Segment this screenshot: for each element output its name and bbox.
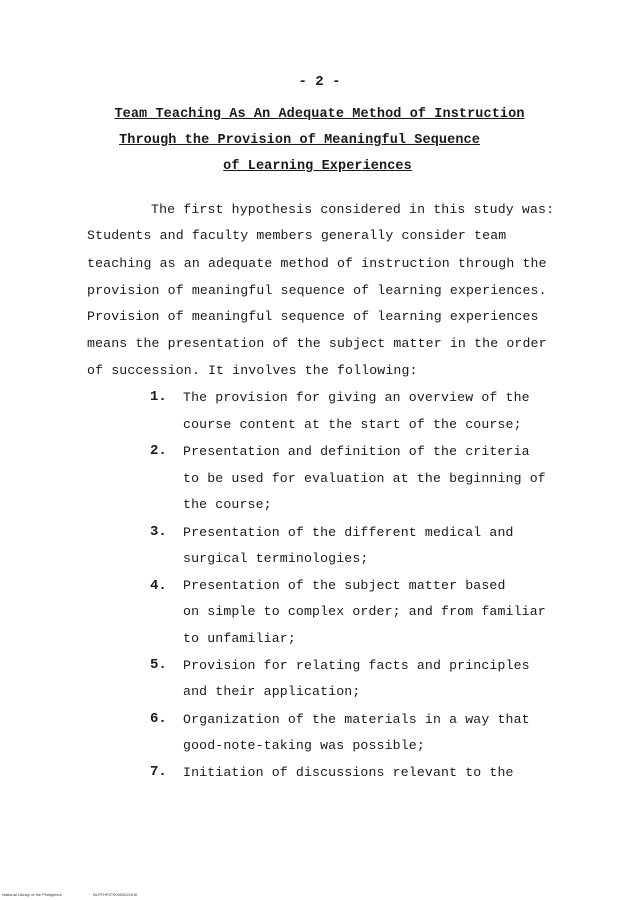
list-item-line: surgical terminologies; [183, 551, 369, 566]
paragraph-line: teaching as an adequate method of instruction through the [87, 256, 547, 271]
list-item-number: 1. [150, 389, 167, 405]
title-line-2: Through the Provision of Meaningful Sequence [119, 133, 480, 148]
list-item-line: Presentation of the subject matter based [183, 578, 506, 593]
list-item-line: to unfamiliar; [183, 631, 296, 646]
paragraph-line: provision of meaningful sequence of learning experiences. [87, 283, 547, 298]
list-item-line: Presentation of the different medical and [183, 525, 514, 540]
list-item-number: 5. [150, 657, 167, 673]
list-item-line: Presentation and definition of the criteria [183, 444, 530, 459]
list-item-number: 6. [150, 711, 167, 727]
list-item-line: the course; [183, 497, 272, 512]
list-item-line: and their application; [183, 684, 361, 699]
list-item-number: 4. [150, 578, 167, 594]
list-item-line: The provision for giving an overview of the [183, 390, 530, 405]
paragraph-line: of succession. It involves the following: [87, 363, 418, 378]
list-item-number: 3. [150, 524, 167, 540]
footer-source: National Library of the Philippines [2, 892, 62, 897]
list-item-line: course content at the start of the course; [183, 417, 522, 432]
page-number: - 2 - [298, 74, 341, 90]
footer-filename: NLPFHP2T000000219.tif [92, 892, 138, 897]
list-item-line: Provision for relating facts and principles [183, 658, 530, 673]
title-line-3: of Learning Experiences [223, 159, 412, 174]
title-line-1: Team Teaching As An Adequate Method of Instruction [114, 107, 525, 122]
list-item-line: to be used for evaluation at the beginning of [183, 471, 546, 486]
list-item-number: 7. [150, 764, 167, 780]
paragraph-line: Students and faculty members generally consider team [87, 228, 507, 243]
list-item-line: on simple to complex order; and from familiar [183, 604, 546, 619]
list-item-line: good-note-taking was possible; [183, 738, 425, 753]
scan-footer [2, 892, 167, 897]
list-item-line: Organization of the materials in a way that [183, 712, 530, 727]
paragraph-line: The first hypothesis considered in this study was: [151, 202, 555, 217]
paragraph-line: Provision of meaningful sequence of learning experiences [87, 309, 539, 324]
list-item-number: 2. [150, 443, 167, 459]
list-item-line: Initiation of discussions relevant to the [183, 765, 514, 780]
paragraph-line: means the presentation of the subject matter in the order [87, 336, 547, 351]
